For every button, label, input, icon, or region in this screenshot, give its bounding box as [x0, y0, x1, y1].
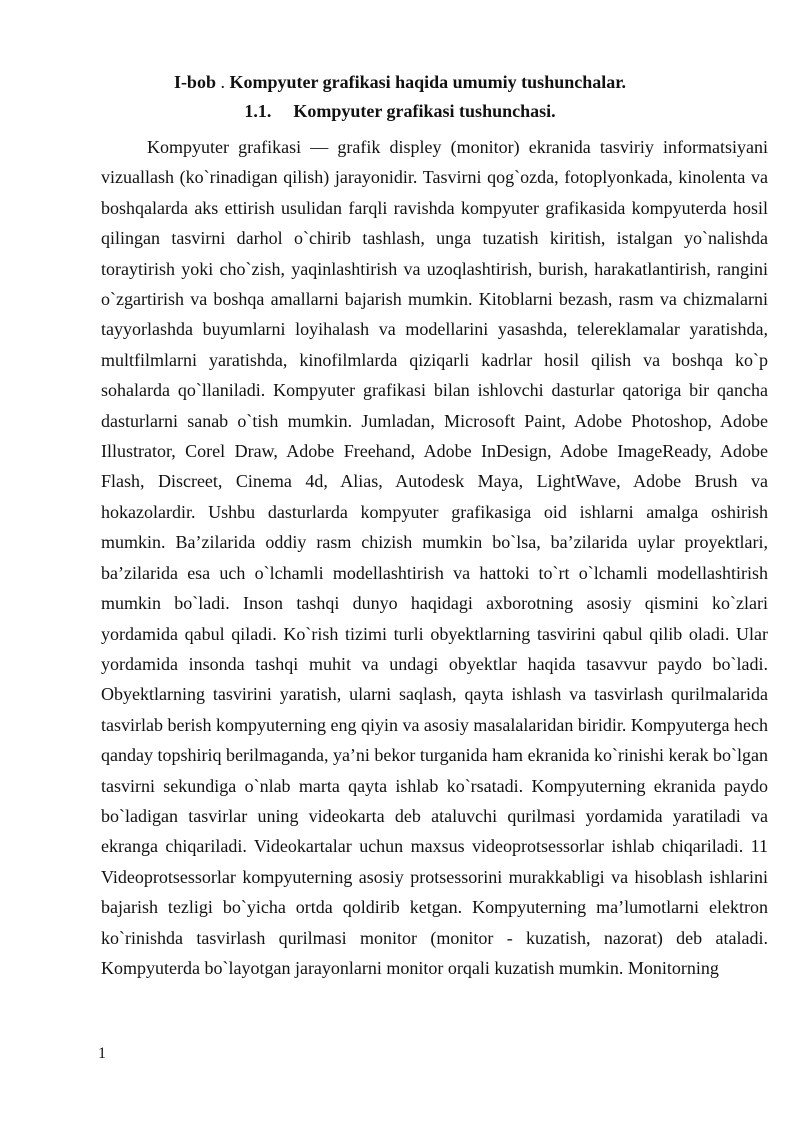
section-heading	[0, 99, 800, 123]
page-number: 1	[98, 1045, 106, 1062]
section-number: 1.1.	[244, 101, 272, 121]
chapter-heading	[0, 70, 800, 94]
chapter-title: Kompyuter grafikasi haqida umumiy tushunchalar.	[229, 72, 627, 92]
chapter-separator: .	[220, 72, 225, 92]
body-paragraph: Kompyuter grafikasi — grafik displey (monitor) ekranida tasviriy informatsiyani vizuallash (ko`rinadigan qilish) jarayonidir. Tasvirni qog`ozda, fotoplyonkada, kinolenta va boshqalarda aks ettirish usulidan farqli ravishda kompyuter grafikasida kompyuterda hosil qilingan tasvirni darhol o`chirib tashlash, unga tuzatish kiritish, istalgan yo`nalishda toraytirish yoki cho`zish, yaqinlashtirish va uzoqlashtirish, burish, harakatlantirish, rangini o`zgartirish va boshqa amallarni bajarish mumkin. Kitoblarni bezash, rasm va chizmalarni tayyorlashda buyumlarni loyihalash va modellarini yasashda, telereklamalar yaratishda, multfilmlarni yaratishda, kinofilmlarda qiziqarli kadrlar hosil qilish va boshqa ko`p sohalarda qo`llaniladi. Kompyuter grafikasi bilan ishlovchi dasturlar qatoriga bir qancha dasturlarni sanab o`tish mumkin. Jumladan, Microsoft Paint, Adobe Photoshop, Adobe Illustrator, Corel Draw, Adobe Freehand, Adobe InDesign, Adobe ImageReady, Adobe Flash, Discreet, Cinema 4d, Alias, Autodesk Maya, LightWave, Adobe Brush va hokazolardir. Ushbu dasturlarda kompyuter grafikasiga oid ishlarni amalga oshirish mumkin. Ba’zilarida oddiy rasm chizish mumkin bo`lsa, ba’zilarida uylar proyektlari, ba’zilarida esa uch o`lchamli modellashtirish va hattoki to`rt o`lchamli modellashtirish mumkin bo`ladi. Inson tashqi dunyo haqidagi axborotning asosiy qismini ko`zlari yordamida qabul qiladi. Ko`rish tizimi turli obyektlarning tasvirini qabul qilib oladi. Ular yordamida insonda tashqi muhit va undagi obyektlar haqida tasavvur paydo bo`ladi. Obyektlarning tasvirini yaratish, ularni saqlash, qayta ishlash va tasvirlash qurilmalarida tasvirlab berish kompyuterning eng qiyin va asosiy masalalaridan biridir. Kompyuterga hech qanday topshiriq berilmaganda, ya’ni bekor turganida ham ekranida ko`rinishi kerak bo`lgan tasvirni sekundiga o`nlab marta qayta ishlab ko`rsatadi. Kompyuterning ekranida paydo bo`ladigan tasvirlar uning videokarta deb ataluvchi qurilmasi yordamida yaratiladi va ekranga chiqariladi. Videokartalar uchun maxsus videoprotsessorlar ishlab chiqariladi. 11 Videoprotsessorlar kompyuterning asosiy protsessorini murakkabligi va hisoblash ishlarini bajarish tezligi bo`yicha ortda qoldirib ketgan. Kompyuterning ma’lumotlarni elektron ko`rinishda tasvirlash qurilmasi monitor (monitor - kuzatish, nazorat) deb ataladi. Kompyuterda bo`layotgan jarayonlarni monitor orqali kuzatish mumkin. Monitorning	[101, 137, 769, 978]
section-title: Kompyuter grafikasi tushunchasi.	[293, 101, 556, 121]
chapter-label: I-bob	[173, 72, 216, 92]
